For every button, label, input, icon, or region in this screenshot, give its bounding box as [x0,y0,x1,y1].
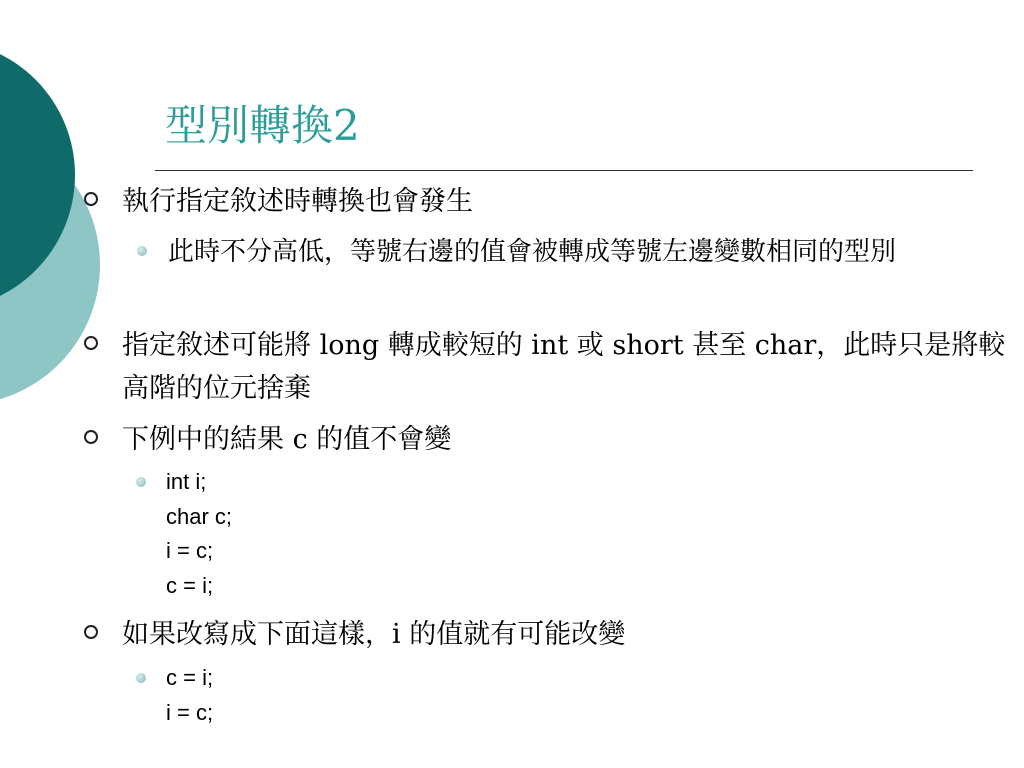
filled-dot-bullet-icon [136,477,146,487]
hollow-circle-bullet-icon [84,336,98,350]
code-line: i = c; [166,699,214,725]
bullet-1-text: 執行指定敘述時轉換也會發生 [122,186,473,217]
bullet-1 [122,180,1010,223]
filled-dot-bullet-icon [137,246,147,256]
bullet-3 [122,418,1010,461]
bullet-4 [122,613,1010,656]
bullet-3-text: 下例中的結果 c 的值不會變 [122,424,452,455]
filled-dot-bullet-icon [136,673,146,683]
code-block-2 [166,661,213,730]
decorative-circles [0,0,120,420]
hollow-circle-bullet-icon [84,430,98,444]
hollow-circle-bullet-icon [84,192,98,206]
sub-bullet-1 [168,230,988,274]
code-line: c = i; [166,572,214,598]
code-line: c = i; [166,665,214,690]
title-divider [155,170,973,171]
code-line: char c; [166,503,233,529]
bullet-4-text: 如果改寫成下面這樣，i 的值就有可能改變 [122,619,626,650]
bullet-2 [122,324,1010,410]
hollow-circle-bullet-icon [84,625,98,639]
sub-bullet-1-text: 此時不分高低，等號右邊的值會被轉成等號左邊變數相同的型別 [168,237,897,267]
code-line: int i; [166,469,207,494]
bullet-2-text: 指定敘述可能將 long 轉成較短的 int 或 short 甚至 char，此時只是將較高階的位元捨棄 [122,330,1006,404]
page-title: 型別轉換2 [165,101,360,150]
code-block-1 [166,465,232,603]
code-line: i = c; [166,538,214,563]
